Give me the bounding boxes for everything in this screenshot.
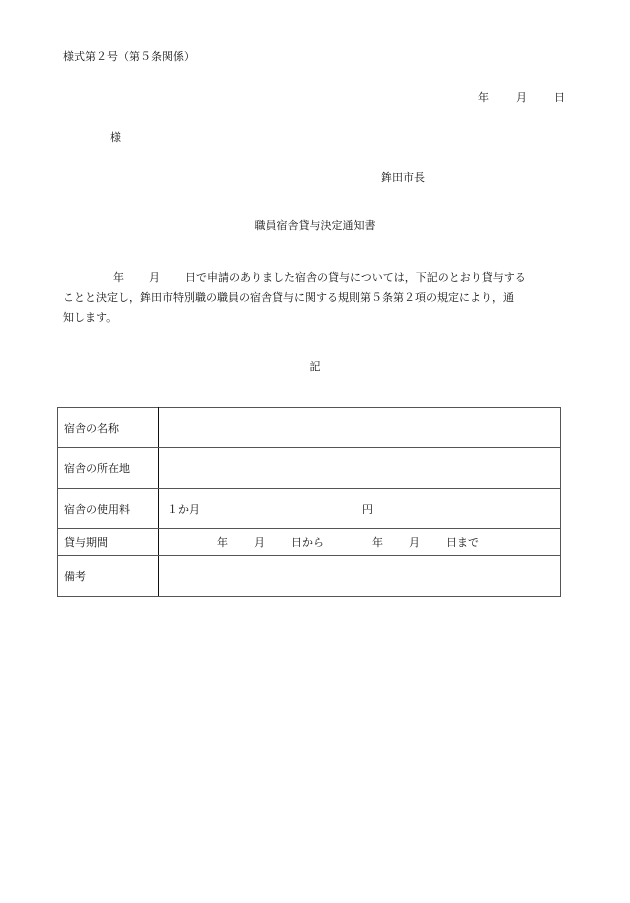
housing-name-value[interactable] bbox=[159, 408, 561, 448]
row-label-remarks: 備考 bbox=[58, 556, 159, 597]
usage-fee-value[interactable] bbox=[159, 489, 561, 529]
housing-address-value[interactable] bbox=[159, 448, 561, 489]
table-row bbox=[58, 556, 561, 597]
period-from-year: 年 bbox=[217, 536, 228, 549]
body-line-2: ことと決定し，鉾田市特別職の職員の宿舎貸与に関する規則第５条第２項の規定により，通 bbox=[63, 291, 514, 304]
usage-fee-prefix: １か月 bbox=[167, 502, 200, 516]
form-number-label: 様式第２号（第５条関係） bbox=[63, 50, 195, 63]
remarks-value[interactable] bbox=[159, 556, 561, 597]
row-label-usage-fee: 宿舎の使用料 bbox=[58, 489, 159, 529]
body-line-1 bbox=[63, 268, 563, 288]
date-month-label: 月 bbox=[516, 91, 527, 104]
period-from-month: 月 bbox=[254, 536, 265, 549]
table-row bbox=[58, 489, 561, 529]
usage-fee-unit: 円 bbox=[362, 502, 373, 516]
recipient-suffix: 様 bbox=[110, 131, 121, 144]
body-line-1-text: 日で申請のありました宿舎の貸与については，下記のとおり貸与する bbox=[185, 271, 526, 284]
period-to-day: 日まで bbox=[446, 536, 479, 549]
row-label-lending-period: 貸与期間 bbox=[58, 529, 159, 556]
body-year-label: 年 bbox=[113, 271, 124, 284]
period-to-month: 月 bbox=[409, 536, 420, 549]
table-row bbox=[58, 448, 561, 489]
ki-heading: 記 bbox=[309, 360, 321, 373]
sender-name: 鉾田市長 bbox=[381, 171, 425, 184]
row-label-housing-name: 宿舎の名称 bbox=[58, 408, 159, 448]
period-to-year: 年 bbox=[372, 536, 383, 549]
body-month-label: 月 bbox=[149, 271, 160, 284]
table-row bbox=[58, 529, 561, 556]
document-title: 職員宿舎貸与決定通知書 bbox=[254, 219, 376, 232]
body-line-3: 知します。 bbox=[63, 311, 118, 324]
date-year-label: 年 bbox=[478, 91, 489, 104]
lending-period-value[interactable] bbox=[159, 529, 561, 556]
date-day-label: 日 bbox=[554, 91, 565, 104]
period-from-day: 日から bbox=[291, 536, 324, 549]
body-paragraph bbox=[63, 268, 563, 328]
row-label-housing-address: 宿舎の所在地 bbox=[58, 448, 159, 489]
housing-info-table bbox=[57, 407, 561, 597]
issue-date bbox=[478, 91, 565, 105]
table-row bbox=[58, 408, 561, 448]
